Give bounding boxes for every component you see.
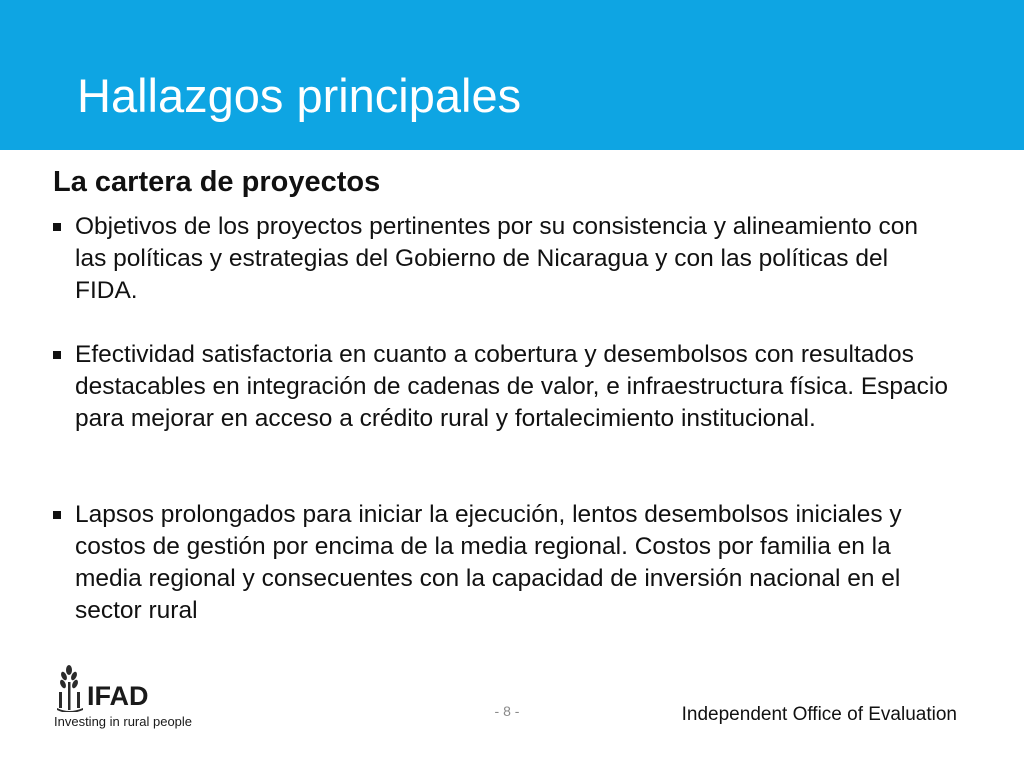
logo-wordmark: IFAD bbox=[87, 681, 149, 711]
footer-office-name: Independent Office of Evaluation bbox=[681, 704, 957, 725]
bullet-item bbox=[53, 499, 953, 627]
slide-title: Hallazgos principales bbox=[77, 69, 522, 122]
ifad-logo bbox=[54, 664, 194, 734]
square-bullet-icon bbox=[53, 351, 61, 359]
wheat-logo-icon bbox=[54, 664, 86, 712]
bullet-text: Efectividad satisfactoria en cuanto a cobertura y desembolsos con resultados destacables en integración de cadenas de valor, e infraestructura física. Espacio para mejorar en acceso a crédito rural y fortalecimiento institucional. bbox=[75, 341, 948, 432]
page-number: - 8 - bbox=[494, 703, 520, 719]
square-bullet-icon bbox=[53, 223, 61, 231]
bullet-text: Objetivos de los proyectos pertinentes por su consistencia y alineamiento con las políticas y estrategias del Gobierno de Nicaragua y con las políticas del FIDA. bbox=[75, 213, 918, 304]
square-bullet-icon bbox=[53, 511, 61, 519]
bullet-text: Lapsos prolongados para iniciar la ejecución, lentos desembolsos iniciales y costos de gestión por encima de la media regional. Costos por familia en la media regional y consecuentes con la capacidad de inversión nacional en el sector rural bbox=[75, 501, 902, 624]
bullet-item bbox=[53, 211, 953, 307]
logo-tagline: Investing in rural people bbox=[54, 714, 193, 729]
bullet-item bbox=[53, 339, 953, 435]
section-heading: La cartera de proyectos bbox=[53, 166, 381, 198]
